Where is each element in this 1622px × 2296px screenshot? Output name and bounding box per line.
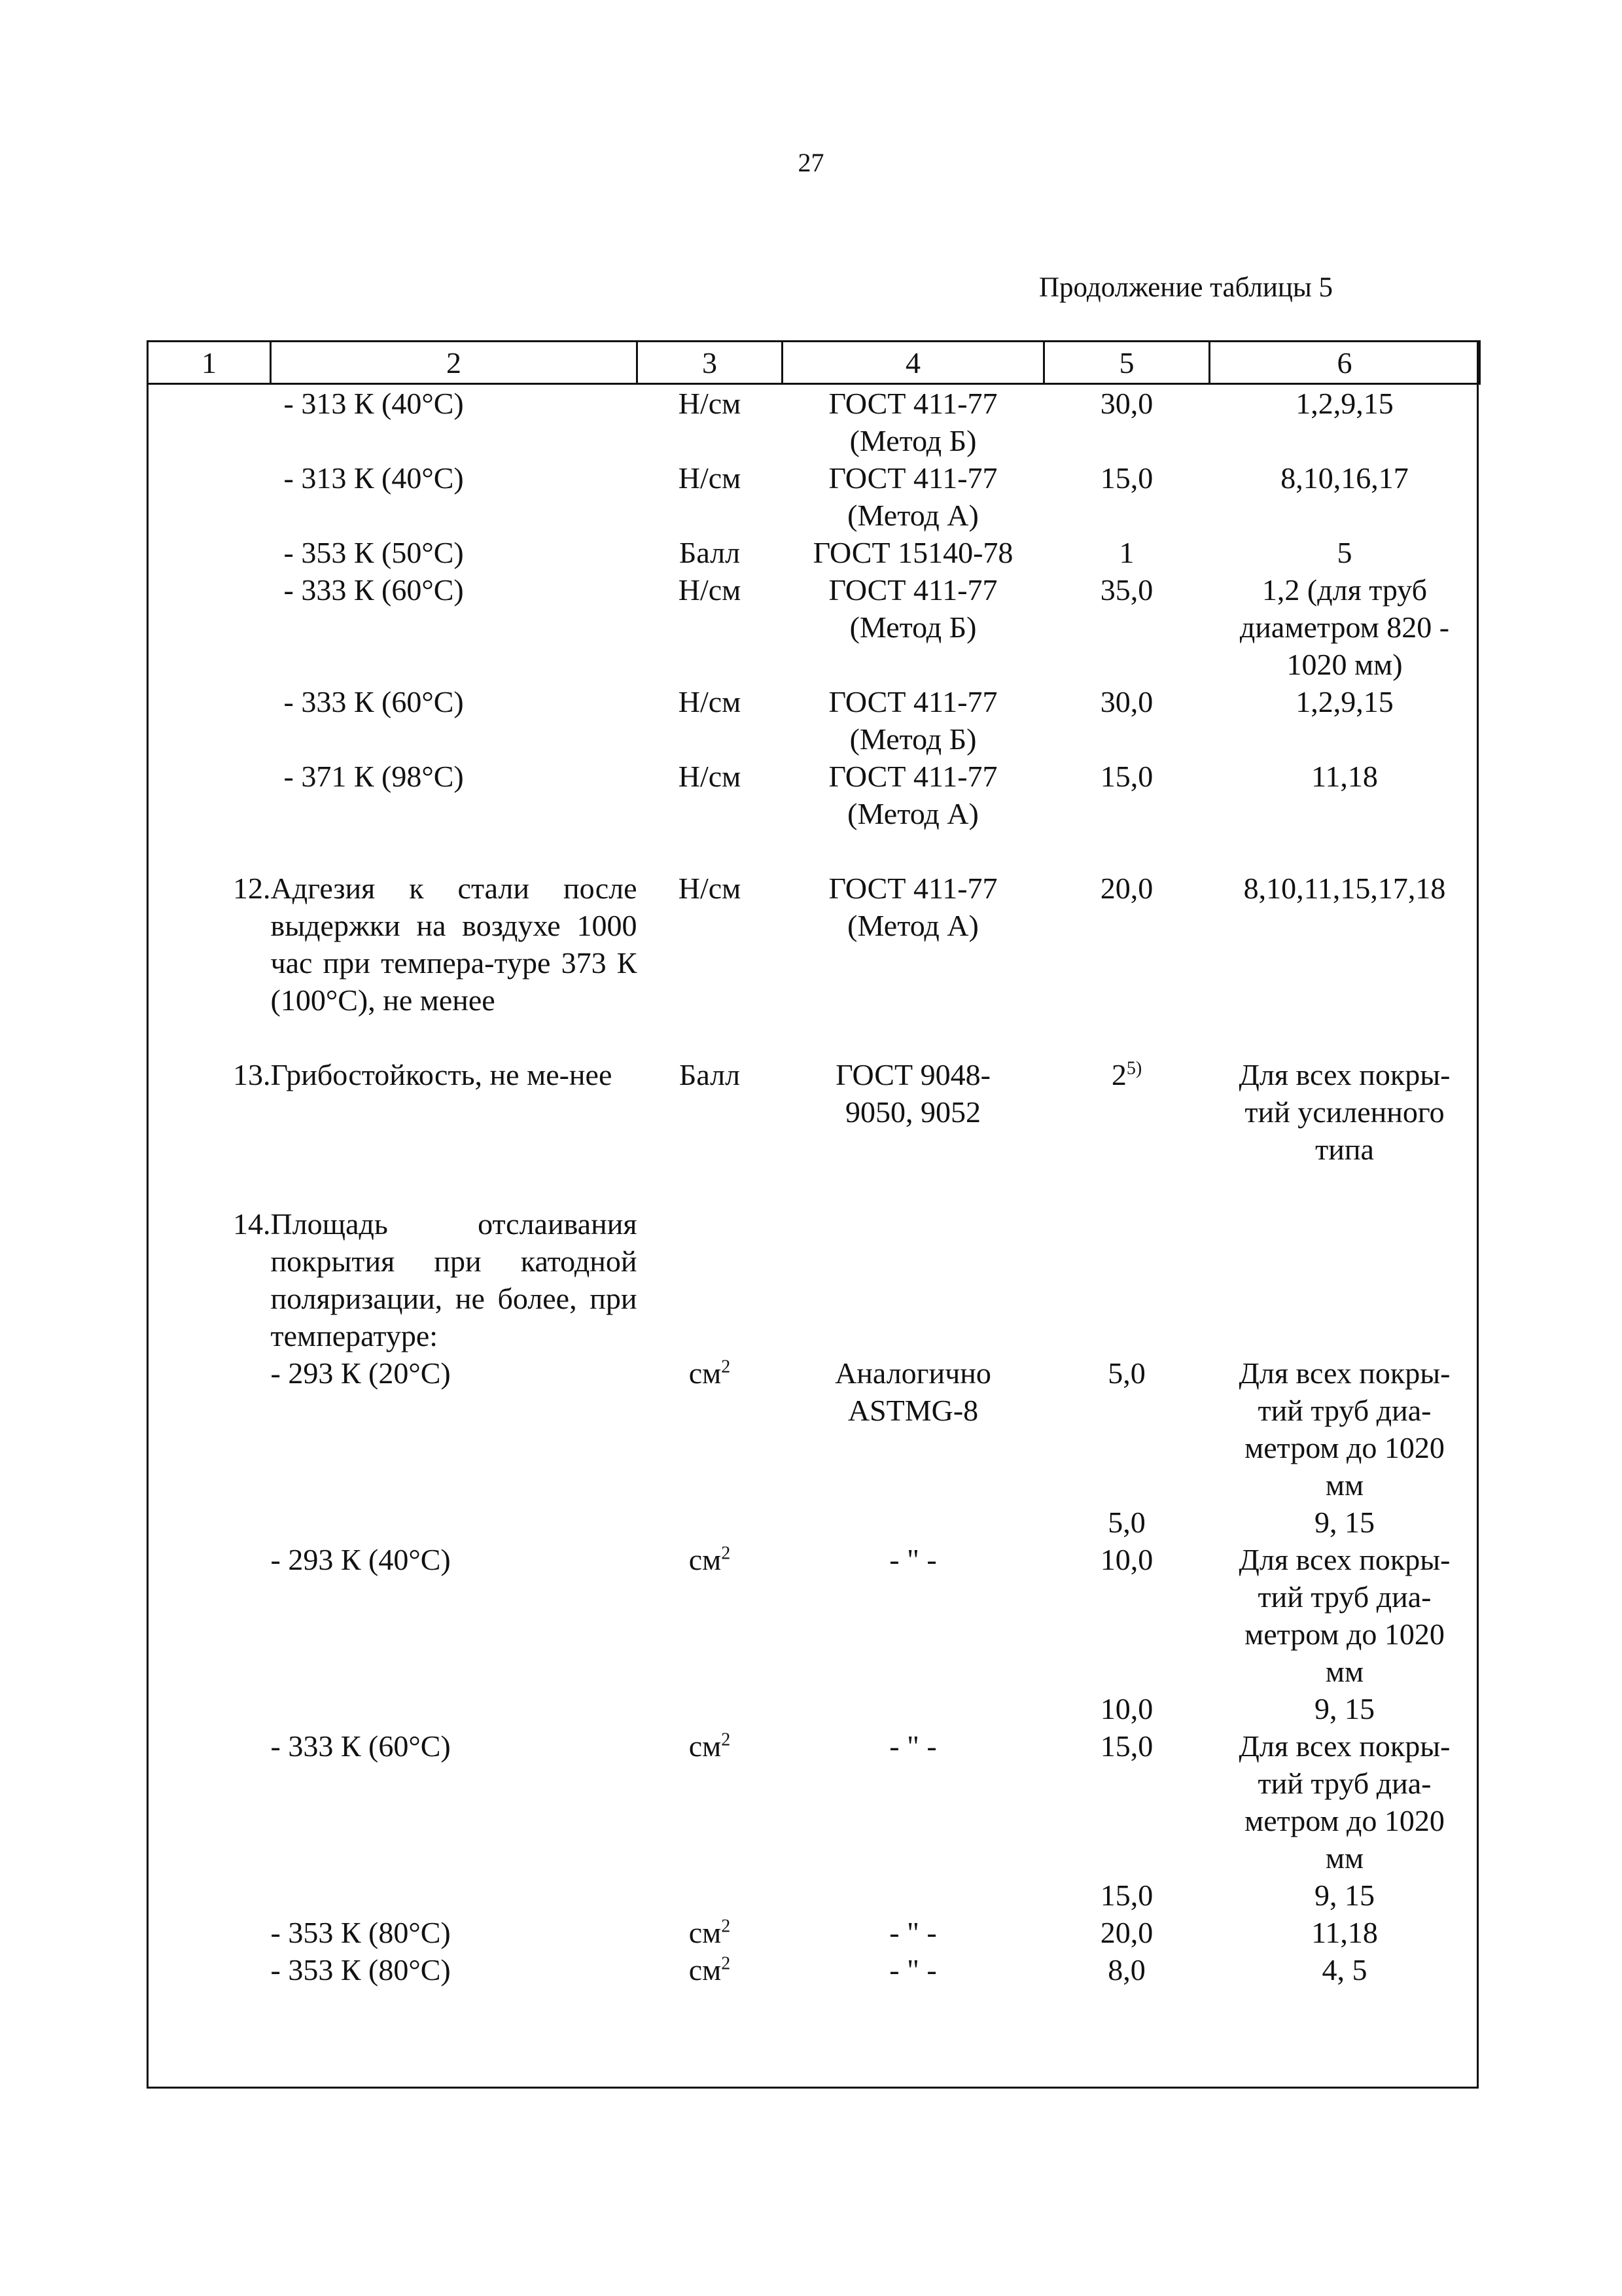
value: 1 — [1119, 536, 1135, 569]
row-number — [148, 1690, 271, 1727]
unit: Н/см — [678, 461, 741, 495]
header-col-3: 3 — [637, 342, 783, 384]
test-method — [783, 1504, 1044, 1541]
coating-types: 9, 15 — [1314, 1506, 1375, 1539]
parameter: - 333 К (60°С) — [283, 685, 464, 718]
table-row — [148, 1690, 1480, 1727]
value-text: 2 — [1111, 1058, 1127, 1091]
header-col-6: 6 — [1210, 342, 1480, 384]
table-row — [148, 683, 1480, 758]
value: 20,0 — [1100, 1916, 1154, 1949]
coating-types — [1210, 1205, 1480, 1354]
row-number — [148, 1504, 271, 1541]
row-number — [148, 459, 271, 534]
value: 5,0 — [1108, 1356, 1146, 1390]
unit: Н/см — [678, 387, 741, 420]
unit-text: см — [688, 1356, 722, 1390]
row-number — [148, 758, 271, 832]
test-method — [783, 1205, 1044, 1354]
value: 5,0 — [1108, 1506, 1146, 1539]
table-row — [148, 1914, 1480, 1951]
parameter: - 371 К (98°С) — [283, 760, 464, 793]
parameter: Адгезия к стали после выдержки на воздухе 1000 час при темпера-туре 373 К (100°С), не менее — [270, 872, 637, 1017]
parameter: - 353 К (80°С) — [270, 1916, 451, 1949]
unit-text: см — [688, 1729, 722, 1763]
test-method: ГОСТ 15140-78 — [813, 536, 1014, 569]
row-number — [148, 571, 271, 683]
header-row — [148, 342, 1480, 384]
unit: Балл — [679, 1058, 741, 1091]
coating-types: 8,10,11,15,17,18 — [1243, 872, 1446, 905]
row-number: 14. — [233, 1207, 271, 1241]
table-row — [148, 571, 1480, 683]
value: 15,0 — [1100, 461, 1154, 495]
header-col-5: 5 — [1044, 342, 1210, 384]
table-row — [148, 870, 1480, 1019]
test-method: ГОСТ 411-77 (Метод Б) — [828, 387, 998, 457]
parameter — [271, 1877, 637, 1914]
row-number — [148, 384, 271, 460]
unit — [637, 1727, 783, 1877]
row-number — [148, 683, 271, 758]
test-method: - " - — [889, 1543, 937, 1576]
unit — [637, 1690, 783, 1727]
coating-types: Для всех покры- тий труб диа- метром до 1020 мм — [1239, 1356, 1451, 1502]
unit — [637, 1914, 783, 1951]
table-row — [148, 1877, 1480, 1914]
unit — [637, 1205, 783, 1354]
parameter: - 293 К (20°С) — [270, 1356, 451, 1390]
row-number: 13. — [233, 1058, 271, 1091]
test-method: ГОСТ 411-77 (Метод Б) — [828, 685, 998, 756]
unit: Балл — [679, 536, 741, 569]
value — [1044, 1205, 1210, 1354]
spacer-row — [148, 1019, 1480, 1056]
table-row — [148, 1205, 1480, 1354]
test-method: Аналогично ASTMG-8 — [835, 1356, 991, 1427]
value: 20,0 — [1100, 872, 1154, 905]
coating-types: 5 — [1337, 536, 1352, 569]
row-number — [148, 1877, 271, 1914]
table-row — [148, 1541, 1480, 1690]
table-row — [148, 459, 1480, 534]
value: 15,0 — [1100, 1879, 1154, 1912]
parameter: Площадь отслаивания покрытия при катодной поляризации, не более, при температуре: — [270, 1207, 637, 1352]
coating-types: 8,10,16,17 — [1280, 461, 1409, 495]
parameter — [271, 1504, 637, 1541]
test-method: ГОСТ 411-77 (Метод Б) — [828, 573, 998, 644]
parameter: - 333 К (60°С) — [270, 1729, 451, 1763]
unit-exponent: 2 — [721, 1543, 731, 1564]
value: 15,0 — [1100, 1729, 1154, 1763]
unit: Н/см — [678, 872, 741, 905]
header-col-1: 1 — [148, 342, 271, 384]
coating-types: Для всех покры- тий труб диа- метром до 1020 мм — [1239, 1729, 1451, 1875]
table-row — [148, 1504, 1480, 1541]
test-method: - " - — [889, 1729, 937, 1763]
coating-types: 1,2 (для труб диаметром 820 - 1020 мм) — [1239, 573, 1450, 681]
value: 8,0 — [1108, 1953, 1146, 1987]
value: 30,0 — [1100, 685, 1154, 718]
test-method — [783, 1690, 1044, 1727]
value: 10,0 — [1100, 1692, 1154, 1725]
row-number — [148, 534, 271, 571]
coating-types: 9, 15 — [1314, 1692, 1375, 1725]
unit: Н/см — [678, 685, 741, 718]
coating-types: 11,18 — [1311, 760, 1378, 793]
test-method: ГОСТ 411-77 (Метод А) — [828, 461, 998, 532]
unit-exponent: 2 — [721, 1729, 731, 1750]
unit: Н/см — [678, 760, 741, 793]
unit — [637, 1951, 783, 1988]
spacer-row — [148, 1168, 1480, 1205]
page-number: 27 — [798, 148, 824, 177]
table-caption: Продолжение таблицы 5 — [1039, 272, 1333, 303]
coating-types: 4, 5 — [1322, 1953, 1367, 1987]
unit-exponent: 2 — [721, 1356, 731, 1377]
header-col-4: 4 — [783, 342, 1044, 384]
parameter — [271, 1690, 637, 1727]
coating-types: 11,18 — [1311, 1916, 1378, 1949]
coating-types: 9, 15 — [1314, 1879, 1375, 1912]
value: 10,0 — [1100, 1543, 1154, 1576]
table-row — [148, 1354, 1480, 1504]
unit — [637, 1541, 783, 1690]
table-row — [148, 758, 1480, 832]
unit — [637, 1504, 783, 1541]
unit-exponent: 2 — [721, 1916, 731, 1937]
spacer-row — [148, 832, 1480, 870]
table-5-continuation — [147, 340, 1481, 1988]
test-method: - " - — [889, 1916, 937, 1949]
coating-types: 1,2,9,15 — [1296, 387, 1394, 420]
coating-types: Для всех покры- тий труб диа- метром до 1020 мм — [1239, 1543, 1451, 1688]
coating-types: 1,2,9,15 — [1296, 685, 1394, 718]
table-row — [148, 1951, 1480, 1988]
row-number — [148, 1727, 271, 1877]
parameter: - 313 К (40°С) — [283, 387, 464, 420]
coating-types: Для всех покры- тий усиленного типа — [1239, 1058, 1451, 1166]
value — [1044, 1056, 1210, 1168]
value: 15,0 — [1100, 760, 1154, 793]
footnote-mark: 5) — [1126, 1058, 1142, 1079]
table-row — [148, 1727, 1480, 1877]
value: 35,0 — [1100, 573, 1154, 607]
unit: Н/см — [678, 573, 741, 607]
parameter: - 353 К (50°С) — [283, 536, 464, 569]
parameter: - 353 К (80°С) — [270, 1953, 451, 1987]
test-method: ГОСТ 9048- 9050, 9052 — [836, 1058, 991, 1129]
row-number — [148, 1914, 271, 1951]
header-col-2: 2 — [271, 342, 637, 384]
row-number — [148, 1354, 271, 1504]
test-method: ГОСТ 411-77 (Метод А) — [828, 760, 998, 830]
unit — [637, 1354, 783, 1504]
test-method — [783, 1877, 1044, 1914]
parameter: Грибостойкость, не ме-нее — [270, 1058, 612, 1091]
table-row — [148, 534, 1480, 571]
test-method: ГОСТ 411-77 (Метод А) — [828, 872, 998, 942]
table-row — [148, 384, 1480, 460]
table-row — [148, 1056, 1480, 1168]
value: 30,0 — [1100, 387, 1154, 420]
parameter: - 333 К (60°С) — [283, 573, 464, 607]
row-number — [148, 1951, 271, 1988]
parameter: - 313 К (40°С) — [283, 461, 464, 495]
unit-text: см — [688, 1916, 722, 1949]
test-method: - " - — [889, 1953, 937, 1987]
row-number: 12. — [233, 872, 271, 905]
parameter: - 293 К (40°С) — [270, 1543, 451, 1576]
unit-text: см — [688, 1543, 722, 1576]
unit — [637, 1877, 783, 1914]
unit-text: см — [688, 1953, 722, 1987]
unit-exponent: 2 — [721, 1953, 731, 1974]
row-number — [148, 1541, 271, 1690]
